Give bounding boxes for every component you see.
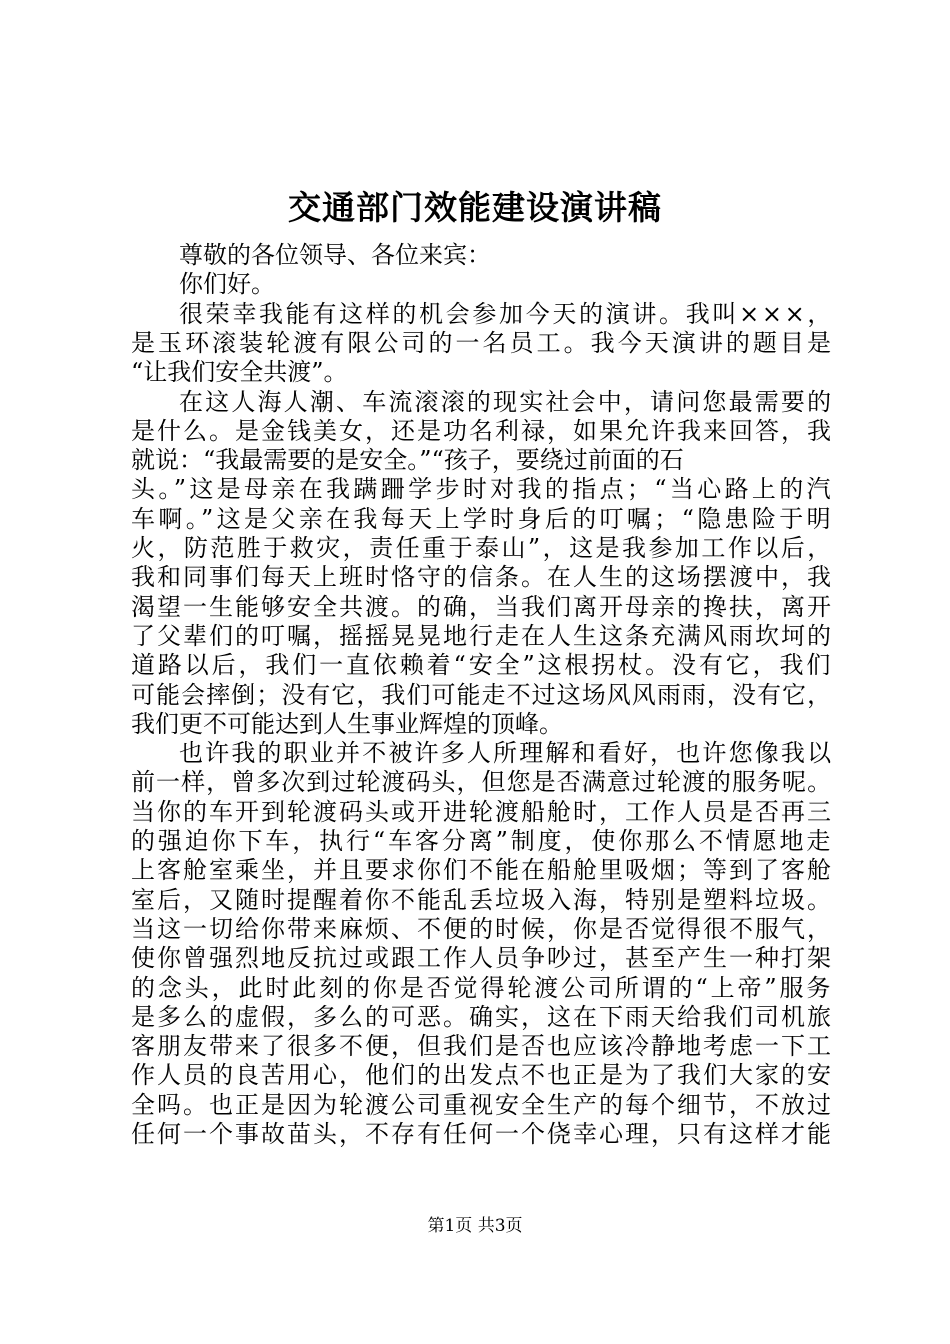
text-line: “让我们安全共渡”。	[131, 358, 348, 386]
text-line: 全吗。也正是因为轮渡公司重视安全生产的每个细节，不放过	[131, 1091, 833, 1119]
text-line: 你们好。	[179, 270, 275, 298]
text-line: 头。”这是母亲在我蹒跚学步时对我的指点；“当心路上的汽	[131, 475, 834, 503]
text-line: 可能会摔倒；没有它，我们可能走不过这场风风雨雨，没有它，	[131, 681, 833, 709]
text-line: 就说：“我最需要的是安全。”“孩子，要绕过前面的石	[131, 446, 684, 474]
text-line: 的念头，此时此刻的你是否觉得轮渡公司所谓的“上帝”服务	[131, 974, 834, 1002]
text-line: 道路以后，我们一直依赖着“安全”这根拐杖。没有它，我们	[131, 651, 834, 679]
text-line: 前一样，曾多次到过轮渡码头，但您是否满意过轮渡的服务呢。	[131, 768, 833, 796]
text-line: 了父辈们的叮嘱，摇摇晃晃地行走在人生这条充满风雨坎坷的	[131, 622, 833, 650]
text-line: 我和同事们每天上班时恪守的信条。在人生的这场摆渡中，我	[131, 563, 833, 591]
text-line: 是什么。是金钱美女，还是功名利禄，如果允许我来回答，我	[131, 417, 833, 445]
text-line: 是玉环滚装轮渡有限公司的一名员工。我今天演讲的题目是	[131, 329, 835, 357]
text-line: 是多么的虚假，多么的可恶。确实，这在下雨天给我们司机旅	[131, 1003, 833, 1031]
text-line: 尊敬的各位领导、各位来宾：	[179, 241, 491, 269]
text-line: 火，防范胜于救灾，责任重于泰山”，这是我参加工作以后，	[131, 534, 834, 562]
text-line: 在这人海人潮、车流滚滚的现实社会中，请问您最需要的	[179, 388, 834, 416]
text-line: 上客舱室乘坐，并且要求你们不能在船舱里吸烟；等到了客舱	[131, 856, 833, 884]
text-line: 很荣幸我能有这样的机会参加今天的演讲。我叫×××，	[179, 300, 835, 328]
text-line: 当你的车开到轮渡码头或开进轮渡船舱时，工作人员是否再三	[131, 798, 833, 826]
document-title: 交通部门效能建设演讲稿	[288, 188, 662, 227]
text-line: 作人员的良苦用心，他们的出发点不也正是为了我们大家的安	[131, 1061, 833, 1089]
text-line: 当这一切给你带来麻烦、不便的时候，你是否觉得很不服气，	[131, 915, 833, 943]
text-line: 也许我的职业并不被许多人所理解和看好，也许您像我以	[179, 739, 834, 767]
text-line: 使你曾强烈地反抗过或跟工作人员争吵过，甚至产生一种打架	[131, 944, 833, 972]
text-line: 车啊。”这是父亲在我每天上学时身后的叮嘱；“隐患险于明	[131, 505, 834, 533]
text-line: 的强迫你下车，执行“车客分离”制度，使你那么不情愿地走	[131, 827, 834, 855]
text-line: 客朋友带来了很多不便，但我们是否也应该冷静地考虑一下工	[131, 1032, 833, 1060]
text-line: 室后，又随时提醒着你不能乱丢垃圾入海，特别是塑料垃圾。	[131, 886, 833, 914]
text-line: 我们更不可能达到人生事业辉煌的顶峰。	[131, 710, 563, 738]
text-line: 任何一个事故苗头，不存有任何一个侥幸心理，只有这样才能	[131, 1120, 833, 1148]
text-line: 渴望一生能够安全共渡。的确，当我们离开母亲的搀扶，离开	[131, 593, 833, 621]
page-number: 第1页 共3页	[427, 1216, 523, 1236]
